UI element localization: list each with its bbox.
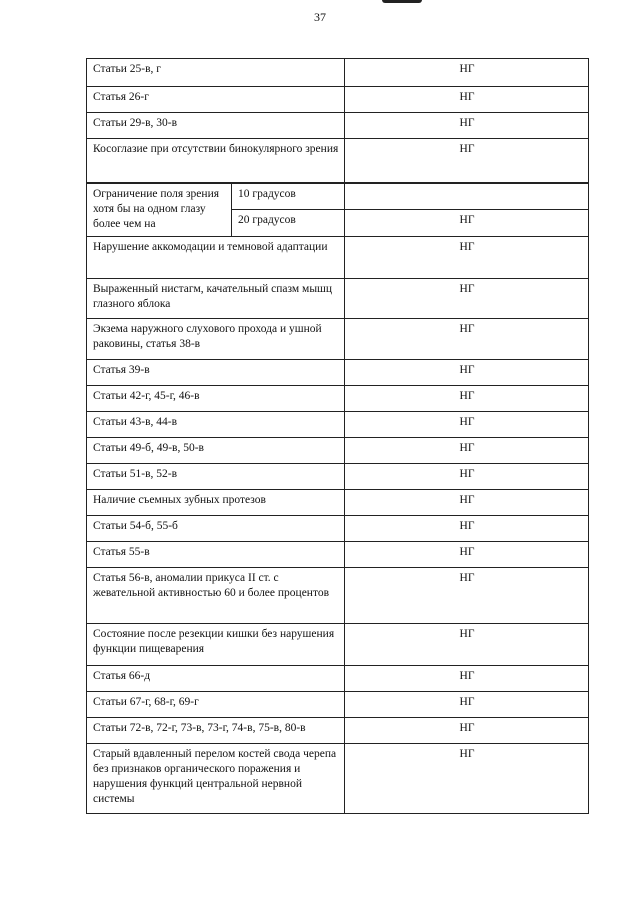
condition-cell: Статья 66-д — [87, 666, 345, 692]
table-row — [87, 412, 589, 438]
condition-cell: Косоглазие при отсутствии бинокулярного зрения — [87, 139, 345, 183]
table-row — [87, 279, 589, 319]
result-cell: НГ — [345, 279, 589, 319]
table-row — [87, 360, 589, 386]
result-cell: НГ — [345, 412, 589, 438]
condition-cell: Старый вдавленный перелом костей свода черепа без признаков органического поражения и нарушения функций центральной нервной системы — [87, 744, 345, 814]
condition-cell: Статья 56-в, аномалии прикуса II ст. с жевательной активностью 60 и более процентов — [87, 568, 345, 624]
table-row — [87, 624, 589, 666]
table-row — [87, 490, 589, 516]
result-cell: НГ — [345, 113, 589, 139]
result-cell: НГ — [345, 692, 589, 718]
result-cell: НГ — [345, 666, 589, 692]
condition-cell: Состояние после резекции кишки без нарушения функции пищеварения — [87, 624, 345, 666]
condition-cell: Статьи 29-в, 30-в — [87, 113, 345, 139]
result-cell: НГ — [345, 360, 589, 386]
condition-cell: Статья 26-г — [87, 87, 345, 113]
table-row — [87, 744, 589, 814]
result-cell: НГ — [345, 438, 589, 464]
scan-artifact — [382, 0, 422, 3]
condition-cell: Статьи 72-в, 72-г, 73-в, 73-г, 74-в, 75-в, 80-в — [87, 718, 345, 744]
table-row — [87, 319, 589, 360]
result-cell: НГ — [345, 210, 589, 237]
condition-cell: Статьи 54-б, 55-б — [87, 516, 345, 542]
table-row — [87, 386, 589, 412]
condition-cell: Статьи 51-в, 52-в — [87, 464, 345, 490]
result-cell: НГ — [345, 319, 589, 360]
result-cell — [345, 183, 589, 210]
condition-cell: Статьи 49-б, 49-в, 50-в — [87, 438, 345, 464]
result-cell: НГ — [345, 464, 589, 490]
result-cell: НГ — [345, 718, 589, 744]
result-cell: НГ — [345, 87, 589, 113]
table-row — [87, 113, 589, 139]
condition-cell: Статьи 25-в, г — [87, 59, 345, 87]
field-of-view-condition-cell: Ограничение поля зрения хотя бы на одном глазу более чем на — [87, 183, 232, 237]
page-number: 37 — [314, 10, 326, 24]
table-row — [87, 438, 589, 464]
condition-cell: Статьи 67-г, 68-г, 69-г — [87, 692, 345, 718]
result-cell: НГ — [345, 139, 589, 183]
result-cell: НГ — [345, 237, 589, 279]
table-row — [87, 692, 589, 718]
condition-cell: Нарушение аккомодации и темновой адаптации — [87, 237, 345, 279]
condition-cell: Наличие съемных зубных протезов — [87, 490, 345, 516]
table-row — [87, 183, 589, 210]
table-row — [87, 666, 589, 692]
table-row — [87, 87, 589, 113]
degree-option-cell: 20 градусов — [232, 210, 345, 237]
result-cell: НГ — [345, 542, 589, 568]
condition-cell: Статья 55-в — [87, 542, 345, 568]
condition-cell: Статьи 43-в, 44-в — [87, 412, 345, 438]
result-cell: НГ — [345, 59, 589, 87]
requirements-table — [86, 58, 589, 814]
result-cell: НГ — [345, 490, 589, 516]
result-cell: НГ — [345, 386, 589, 412]
table-row — [87, 568, 589, 624]
condition-cell: Выраженный нистагм, качательный спазм мышц глазного яблока — [87, 279, 345, 319]
result-cell: НГ — [345, 568, 589, 624]
table-row — [87, 542, 589, 568]
table-row — [87, 464, 589, 490]
result-cell: НГ — [345, 744, 589, 814]
condition-cell: Статья 39-в — [87, 360, 345, 386]
degree-option-cell: 10 градусов — [232, 183, 345, 210]
table-row — [87, 718, 589, 744]
result-cell: НГ — [345, 516, 589, 542]
condition-cell: Экзема наружного слухового прохода и ушной раковины, статья 38-в — [87, 319, 345, 360]
table-row — [87, 59, 589, 87]
table-row — [87, 237, 589, 279]
condition-cell: Статьи 42-г, 45-г, 46-в — [87, 386, 345, 412]
table-row — [87, 139, 589, 183]
table-row — [87, 516, 589, 542]
result-cell: НГ — [345, 624, 589, 666]
